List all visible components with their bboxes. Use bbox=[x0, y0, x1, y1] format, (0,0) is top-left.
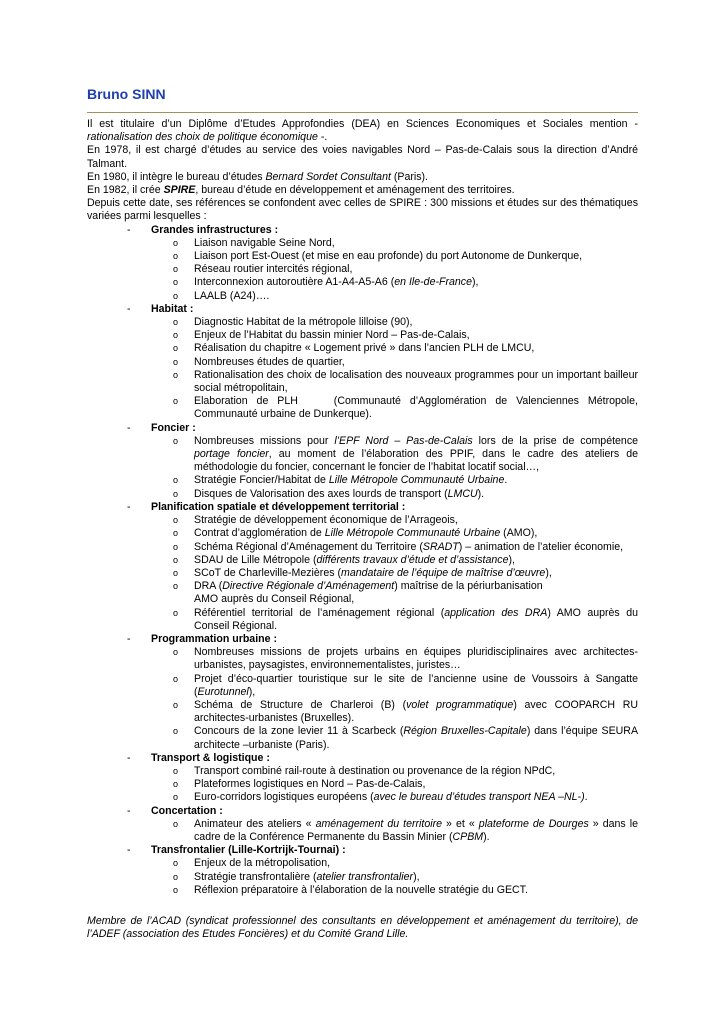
section-items bbox=[151, 316, 638, 422]
circle-bullet-icon: o bbox=[173, 607, 179, 618]
list-item bbox=[151, 871, 638, 884]
circle-bullet-icon: o bbox=[173, 871, 179, 882]
section-items bbox=[151, 237, 638, 303]
circle-bullet-icon: o bbox=[173, 647, 179, 658]
dash-bullet-icon: - bbox=[127, 500, 131, 513]
circle-bullet-icon: o bbox=[173, 488, 179, 499]
circle-bullet-icon: o bbox=[173, 330, 179, 341]
list-item bbox=[151, 474, 638, 487]
list-item-text: Rationalisation des choix de localisation des nouveaux programmes pour un important bailleur social métropolitain, bbox=[194, 368, 638, 395]
section bbox=[87, 303, 638, 422]
intro-paragraph: En 1978, il est chargé d’études au service des voies navigables Nord – Pas-de-Calais sous la direction d’André Talmant. bbox=[87, 144, 638, 170]
list-item bbox=[151, 791, 638, 804]
list-item-text: Animateur des ateliers « aménagement du territoire » et « plateforme de Dourges » dans le cadre de la Conférence Permanente du Bassin Minier (CPBM). bbox=[194, 817, 638, 843]
list-item-text: Stratégie transfrontalière (atelier transfrontalier), bbox=[194, 870, 420, 883]
section-title: Transport & logistique : bbox=[151, 751, 270, 764]
circle-bullet-icon: o bbox=[173, 673, 179, 684]
list-item bbox=[151, 342, 638, 355]
circle-bullet-icon: o bbox=[173, 396, 179, 407]
section bbox=[87, 224, 638, 303]
circle-bullet-icon: o bbox=[173, 356, 179, 367]
intro-paragraphs bbox=[87, 118, 638, 224]
dash-bullet-icon: - bbox=[127, 632, 131, 645]
list-item-text: Euro-corridors logistiques européens (avec le bureau d’études transport NEA –NL-). bbox=[194, 791, 588, 804]
list-item-text: Elaboration de PLH (Communauté d’Agglomération de Valenciennes Métropole, Communauté urbaine de Dunkerque). bbox=[194, 395, 638, 421]
list-item-text: Liaison navigable Seine Nord, bbox=[194, 236, 335, 249]
dash-bullet-icon: - bbox=[127, 844, 131, 857]
list-item-text: Nombreuses missions de projets urbains en équipes pluridisciplinaires avec architectes-urbanistes, paysagistes, environnementalistes, juristes… bbox=[194, 646, 638, 672]
section bbox=[87, 633, 638, 752]
section-title: Programmation urbaine : bbox=[151, 632, 277, 645]
list-item bbox=[151, 369, 638, 395]
section-items bbox=[151, 818, 638, 844]
list-item bbox=[151, 250, 638, 263]
list-item bbox=[151, 646, 638, 672]
title-divider bbox=[87, 112, 638, 113]
dash-bullet-icon: - bbox=[127, 421, 131, 434]
list-item-text: Schéma de Structure de Charleroi (B) (volet programmatique) avec COOPARCH RU architectes-urbanistes (Bruxelles). bbox=[194, 698, 638, 725]
list-item bbox=[151, 699, 638, 725]
list-item bbox=[151, 884, 638, 897]
section bbox=[87, 844, 638, 897]
dash-bullet-icon: - bbox=[127, 804, 131, 817]
list-item bbox=[151, 329, 638, 342]
section bbox=[87, 805, 638, 845]
list-item bbox=[151, 554, 638, 567]
circle-bullet-icon: o bbox=[173, 884, 179, 895]
list-item bbox=[151, 395, 638, 421]
list-item bbox=[151, 580, 638, 606]
section-items bbox=[151, 857, 638, 897]
intro-paragraph: Il est titulaire d’un Diplôme d’Etudes Approfondies (DEA) en Sciences Economiques et Sociales mention - rationalisation des choix de politique économique -. bbox=[87, 118, 638, 144]
list-item bbox=[151, 488, 638, 501]
list-item-text: Réflexion préparatoire à l’élaboration de la nouvelle stratégie du GECT. bbox=[194, 883, 528, 896]
list-item bbox=[151, 857, 638, 870]
circle-bullet-icon: o bbox=[173, 765, 179, 776]
list-item-text: Nombreuses études de quartier, bbox=[194, 355, 345, 368]
circle-bullet-icon: o bbox=[173, 251, 179, 262]
intro-paragraph: En 1980, il intègre le bureau d’études Bernard Sordet Consultant (Paris). bbox=[87, 170, 428, 183]
list-item-text: Enjeux de l’Habitat du bassin minier Nord – Pas-de-Calais, bbox=[194, 329, 470, 342]
circle-bullet-icon: o bbox=[173, 858, 179, 869]
list-item-text: Réalisation du chapitre « Logement privé » dans l’ancien PLH de LMCU, bbox=[194, 342, 535, 355]
circle-bullet-icon: o bbox=[173, 541, 179, 552]
membership-footer: Membre de l’ACAD (syndicat professionnel des consultants en développement et aménagement du territoire), de l’ADEF (association des Etudes Foncières) et du Comité Grand Lille. bbox=[87, 914, 638, 941]
circle-bullet-icon: o bbox=[173, 317, 179, 328]
list-item-text: Enjeux de la métropolisation, bbox=[194, 857, 331, 870]
circle-bullet-icon: o bbox=[173, 290, 179, 301]
section-items bbox=[151, 435, 638, 501]
section-title: Habitat : bbox=[151, 302, 194, 315]
list-item bbox=[151, 607, 638, 633]
circle-bullet-icon: o bbox=[173, 567, 179, 578]
list-item bbox=[151, 276, 638, 289]
section-title: Foncier : bbox=[151, 421, 196, 434]
cv-page bbox=[87, 86, 638, 952]
circle-bullet-icon: o bbox=[173, 343, 179, 354]
list-item-text: Liaison port Est-Ouest (et mise en eau profonde) du port Autonome de Dunkerque, bbox=[194, 250, 583, 263]
list-item-text: LAALB (A24)…. bbox=[194, 289, 270, 302]
circle-bullet-icon: o bbox=[173, 435, 179, 446]
list-item bbox=[151, 316, 638, 329]
circle-bullet-icon: o bbox=[173, 779, 179, 790]
list-item-text: Projet d’éco-quartier touristique sur le site de l’ancienne usine de Voussoirs à Sangatte (Eurotunnel), bbox=[194, 672, 638, 698]
list-item bbox=[151, 818, 638, 844]
list-item-text: Transport combiné rail-route à destination ou provenance de la région NPdC, bbox=[194, 764, 556, 777]
list-item-text: Diagnostic Habitat de la métropole lilloise (90), bbox=[194, 316, 413, 329]
dash-bullet-icon: - bbox=[127, 751, 131, 764]
section-items bbox=[151, 514, 638, 633]
list-item-text: Concours de la zone levier 11 à Scarbeck (Région Bruxelles-Capitale) dans l’équipe SEURA architecte –urbaniste (Paris). bbox=[194, 725, 639, 751]
list-item-text: SDAU de Lille Métropole (différents travaux d’étude et d’assistance), bbox=[194, 553, 515, 566]
circle-bullet-icon: o bbox=[173, 475, 179, 486]
list-item-text: Contrat d’agglomération de Lille Métropole Communauté Urbaine (AMO), bbox=[194, 527, 538, 540]
section-title: Grandes infrastructures : bbox=[151, 223, 279, 236]
list-item-text: Référentiel territorial de l’aménagement régional (application des DRA) AMO auprès du Conseil Régional. bbox=[194, 606, 638, 632]
intro-paragraph: Depuis cette date, ses références se confondent avec celles de SPIRE : 300 missions et études sur des thématiques variées parmi lesquelles : bbox=[87, 197, 638, 223]
section bbox=[87, 501, 638, 633]
section-title: Planification spatiale et développement territorial : bbox=[151, 500, 406, 513]
list-item-text: Stratégie Foncier/Habitat de Lille Métropole Communauté Urbaine. bbox=[194, 474, 508, 487]
section-title: Transfrontalier (Lille-Kortrijk-Tournai) : bbox=[151, 844, 346, 857]
circle-bullet-icon: o bbox=[173, 581, 179, 592]
section-title: Concertation : bbox=[151, 804, 223, 817]
circle-bullet-icon: o bbox=[173, 699, 179, 710]
list-item-text: Stratégie de développement économique de l’Arrageois, bbox=[194, 514, 458, 527]
circle-bullet-icon: o bbox=[173, 237, 179, 248]
list-item-text: Schéma Régional d’Aménagement du Territoire (SRADT) – animation de l’atelier économie, bbox=[194, 540, 624, 553]
dash-bullet-icon: - bbox=[127, 223, 131, 236]
section bbox=[87, 422, 638, 501]
circle-bullet-icon: o bbox=[173, 264, 179, 275]
dash-bullet-icon: - bbox=[127, 302, 131, 315]
section-items bbox=[151, 646, 638, 752]
intro-paragraph: En 1982, il crée SPIRE, bureau d’étude en développement et aménagement des territoires. bbox=[87, 184, 515, 197]
list-item bbox=[151, 778, 638, 791]
list-item-text: Plateformes logistiques en Nord – Pas-de-Calais, bbox=[194, 778, 426, 791]
list-item bbox=[151, 290, 638, 303]
list-item-text: Interconnexion autoroutière A1-A4-A5-A6 (en Ile-de-France), bbox=[194, 276, 479, 289]
list-item bbox=[151, 765, 638, 778]
circle-bullet-icon: o bbox=[173, 792, 179, 803]
list-item bbox=[151, 725, 638, 751]
list-item bbox=[151, 527, 638, 540]
list-item bbox=[151, 237, 638, 250]
list-item bbox=[151, 673, 638, 699]
list-item bbox=[151, 263, 638, 276]
list-item bbox=[151, 435, 638, 475]
list-item bbox=[151, 356, 638, 369]
circle-bullet-icon: o bbox=[173, 515, 179, 526]
circle-bullet-icon: o bbox=[173, 528, 179, 539]
circle-bullet-icon: o bbox=[173, 554, 179, 565]
section bbox=[87, 752, 638, 805]
list-item-text: Nombreuses missions pour l’EPF Nord – Pas-de-Calais lors de la prise de compétence portage foncier, au moment de l’élaboration des PPIF, dans le cadre des ateliers de méthodologie du foncier, concernant le foncier de l’habitat locatif social…, bbox=[194, 434, 639, 474]
list-item-text: Réseau routier intercités régional, bbox=[194, 263, 353, 276]
circle-bullet-icon: o bbox=[173, 369, 179, 380]
circle-bullet-icon: o bbox=[173, 726, 179, 737]
list-item-text: DRA (Directive Régionale d’Aménagement) maîtrise de la périurbanisation AMO auprès du Conseil Régional, bbox=[194, 580, 543, 606]
circle-bullet-icon: o bbox=[173, 277, 179, 288]
list-item bbox=[151, 567, 638, 580]
list-item bbox=[151, 541, 638, 554]
circle-bullet-icon: o bbox=[173, 818, 179, 829]
list-item-text: Disques de Valorisation des axes lourds de transport (LMCU). bbox=[194, 487, 485, 500]
section-items bbox=[151, 765, 638, 805]
list-item-text: SCoT de Charleville-Mezières (mandataire de l’équipe de maîtrise d’œuvre), bbox=[194, 566, 552, 579]
list-item bbox=[151, 514, 638, 527]
reference-sections bbox=[87, 224, 638, 897]
page-title: Bruno SINN bbox=[87, 86, 166, 102]
